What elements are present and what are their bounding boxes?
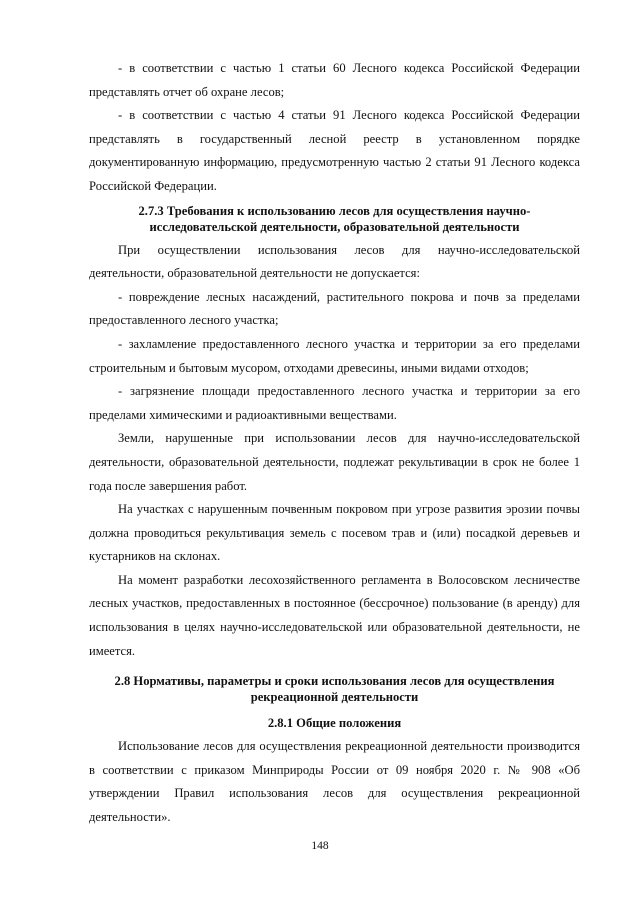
heading-2-7-3: 2.7.3 Требования к использованию лесов для осуществления научно-исследовательской деятельности, образовательной деятельности bbox=[138, 203, 531, 234]
paragraph-erosion: На участках с нарушенным почвенным покровом при угрозе развития эрозии почвы должна проводиться рекультивация земель с посевом трав и (или) посадкой деревьев и кустарников на склонах. bbox=[89, 502, 580, 564]
page-number: 148 bbox=[311, 840, 329, 852]
heading-2-8: 2.8 Нормативы, параметры и сроки использования лесов для осуществления рекреационной деятельности bbox=[114, 674, 555, 705]
paragraph-not-allowed-intro: При осуществлении использования лесов для научно-исследовательской деятельности, образовательной деятельности не допускается: bbox=[89, 242, 580, 281]
page-body bbox=[89, 57, 580, 830]
paragraph-pollution: - загрязнение площади предоставленного лесного участка и территории за его пределами химическими и радиоактивными веществами. bbox=[89, 384, 580, 422]
heading-2-8-1: 2.8.1 Общие положения bbox=[267, 716, 402, 731]
paragraph-recultivation-term: Земли, нарушенные при использовании лесов для научно-исследовательской деятельности, образовательной деятельности, подлежат рекультивации в срок не более 1 года после завершения работ. bbox=[89, 431, 580, 493]
paragraph-no-plots: На момент разработки лесохозяйственного регламента в Волосовском лесничестве лесных участков, предоставленных в постоянное (бессрочное) пользование (в аренду) для использования в целях научно-исследовательской или образовательной деятельности, не имеется. bbox=[89, 572, 580, 658]
paragraph-forest-protection-report: - в соответствии с частью 1 статьи 60 Лесного кодекса Российской Федерации представлять отчет об охране лесов; bbox=[89, 61, 580, 99]
paragraph-recreation-order: Использование лесов для осуществления рекреационной деятельности производится в соответствии с приказом Минприроды России от 09 ноября 2020 г. № 908 «Об утверждении Правил использования лесов для осуществления рекреационной деятельности». bbox=[89, 739, 580, 825]
paragraph-damage: - повреждение лесных насаждений, растительного покрова и почв за пределами предоставленного лесного участка; bbox=[89, 289, 580, 328]
paragraph-littering: - захламление предоставленного лесного участка и территории за его пределами строительным и бытовым мусором, отходами древесины, иными видами отходов; bbox=[89, 336, 580, 375]
paragraph-forest-registry: - в соответствии с частью 4 статьи 91 Лесного кодекса Российской Федерации представлять в государственный лесной реестр в установленном порядке документированную информацию, предусмотренную частью 2 статьи 91 Лесного кодекса Российской Федерации. bbox=[89, 108, 580, 193]
